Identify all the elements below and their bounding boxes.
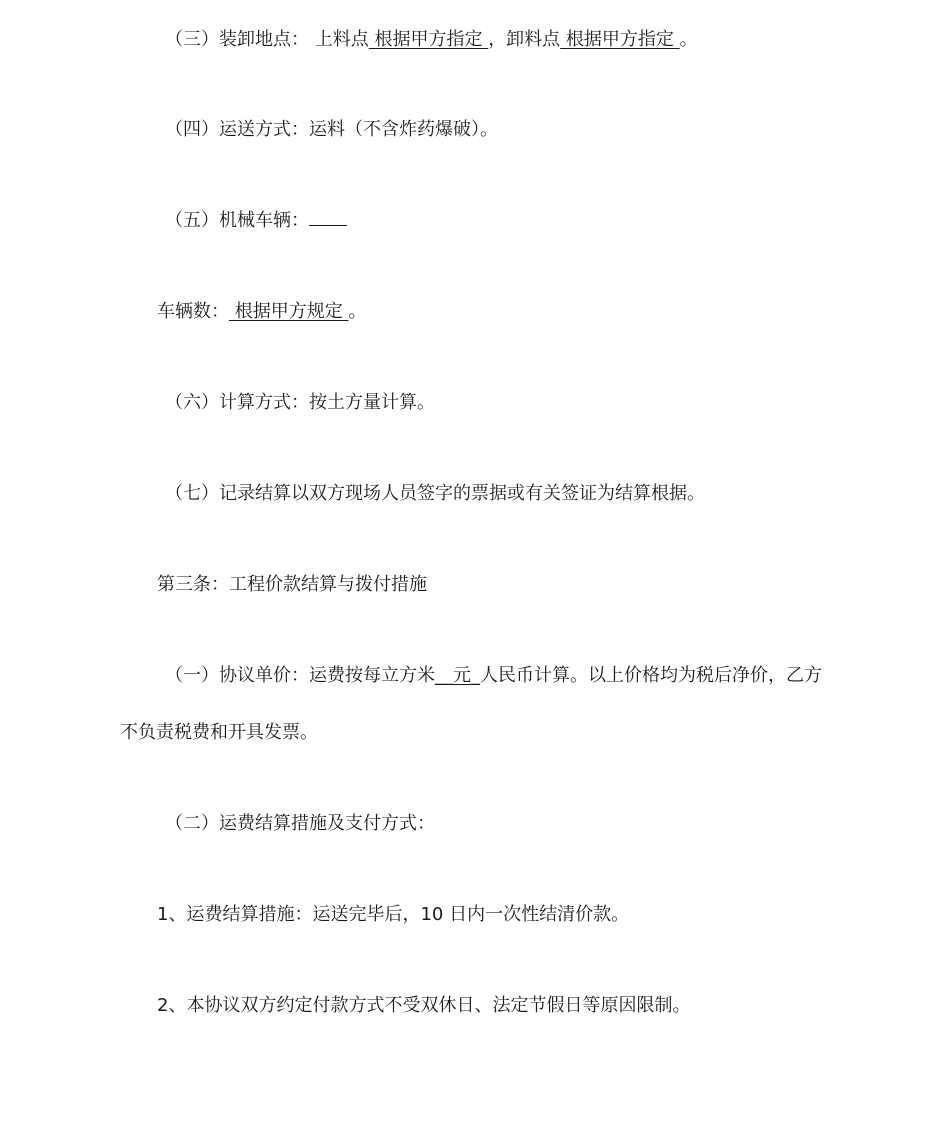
unloading-point-label: ，卸料点: [488, 29, 561, 50]
vehicle-count-label: 车辆数：: [157, 301, 229, 322]
payment-item-2: 2、本协议双方约定付款方式不受双休日、法定节假日等原因限制。: [157, 995, 691, 1016]
unit-price-value: __元_: [435, 665, 480, 686]
clause-vehicle-count: [157, 300, 366, 324]
vehicles-blank-field: [309, 209, 347, 226]
clause-end-mark: 。: [679, 29, 698, 50]
clause-loading-location-label: （三）装卸地点：: [165, 29, 309, 50]
clause-transport-method: （四）运送方式：运料（不含炸药爆破）。: [165, 119, 498, 140]
clause-loading-location: [165, 28, 698, 52]
article-three-heading: 第三条：工程价款结算与拨付措施: [157, 574, 427, 595]
payment-item-1: 1、运费结算措施：运送完毕后，10 日内一次性结清价款。: [157, 904, 630, 925]
clause-calculation-method: （六）计算方式：按土方量计算。: [165, 392, 435, 413]
unit-price-label: （一）协议单价：运费按每立方米: [165, 665, 435, 686]
clause-vehicles: [165, 209, 347, 233]
clause-vehicles-label: （五）机械车辆：: [165, 210, 309, 231]
vehicle-count-value: 根据甲方规定: [229, 301, 349, 322]
unit-price-tail: 人民币计算。以上价格均为税后净价，乙方: [480, 665, 822, 686]
loading-point-label: 上料点: [314, 29, 369, 50]
clause-settlement-record: （七）记录结算以双方现场人员签字的票据或有关签证为结算根据。: [165, 483, 705, 504]
clause-payment-terms-heading: （二）运费结算措施及支付方式：: [165, 813, 435, 834]
clause-unit-price: [165, 664, 822, 688]
clause-unit-price-continued: 不负责税费和开具发票。: [120, 722, 318, 743]
unloading-point-value: 根据甲方指定: [560, 29, 680, 50]
clause-end-mark: 。: [348, 301, 367, 322]
loading-point-value: 根据甲方指定: [368, 29, 489, 50]
